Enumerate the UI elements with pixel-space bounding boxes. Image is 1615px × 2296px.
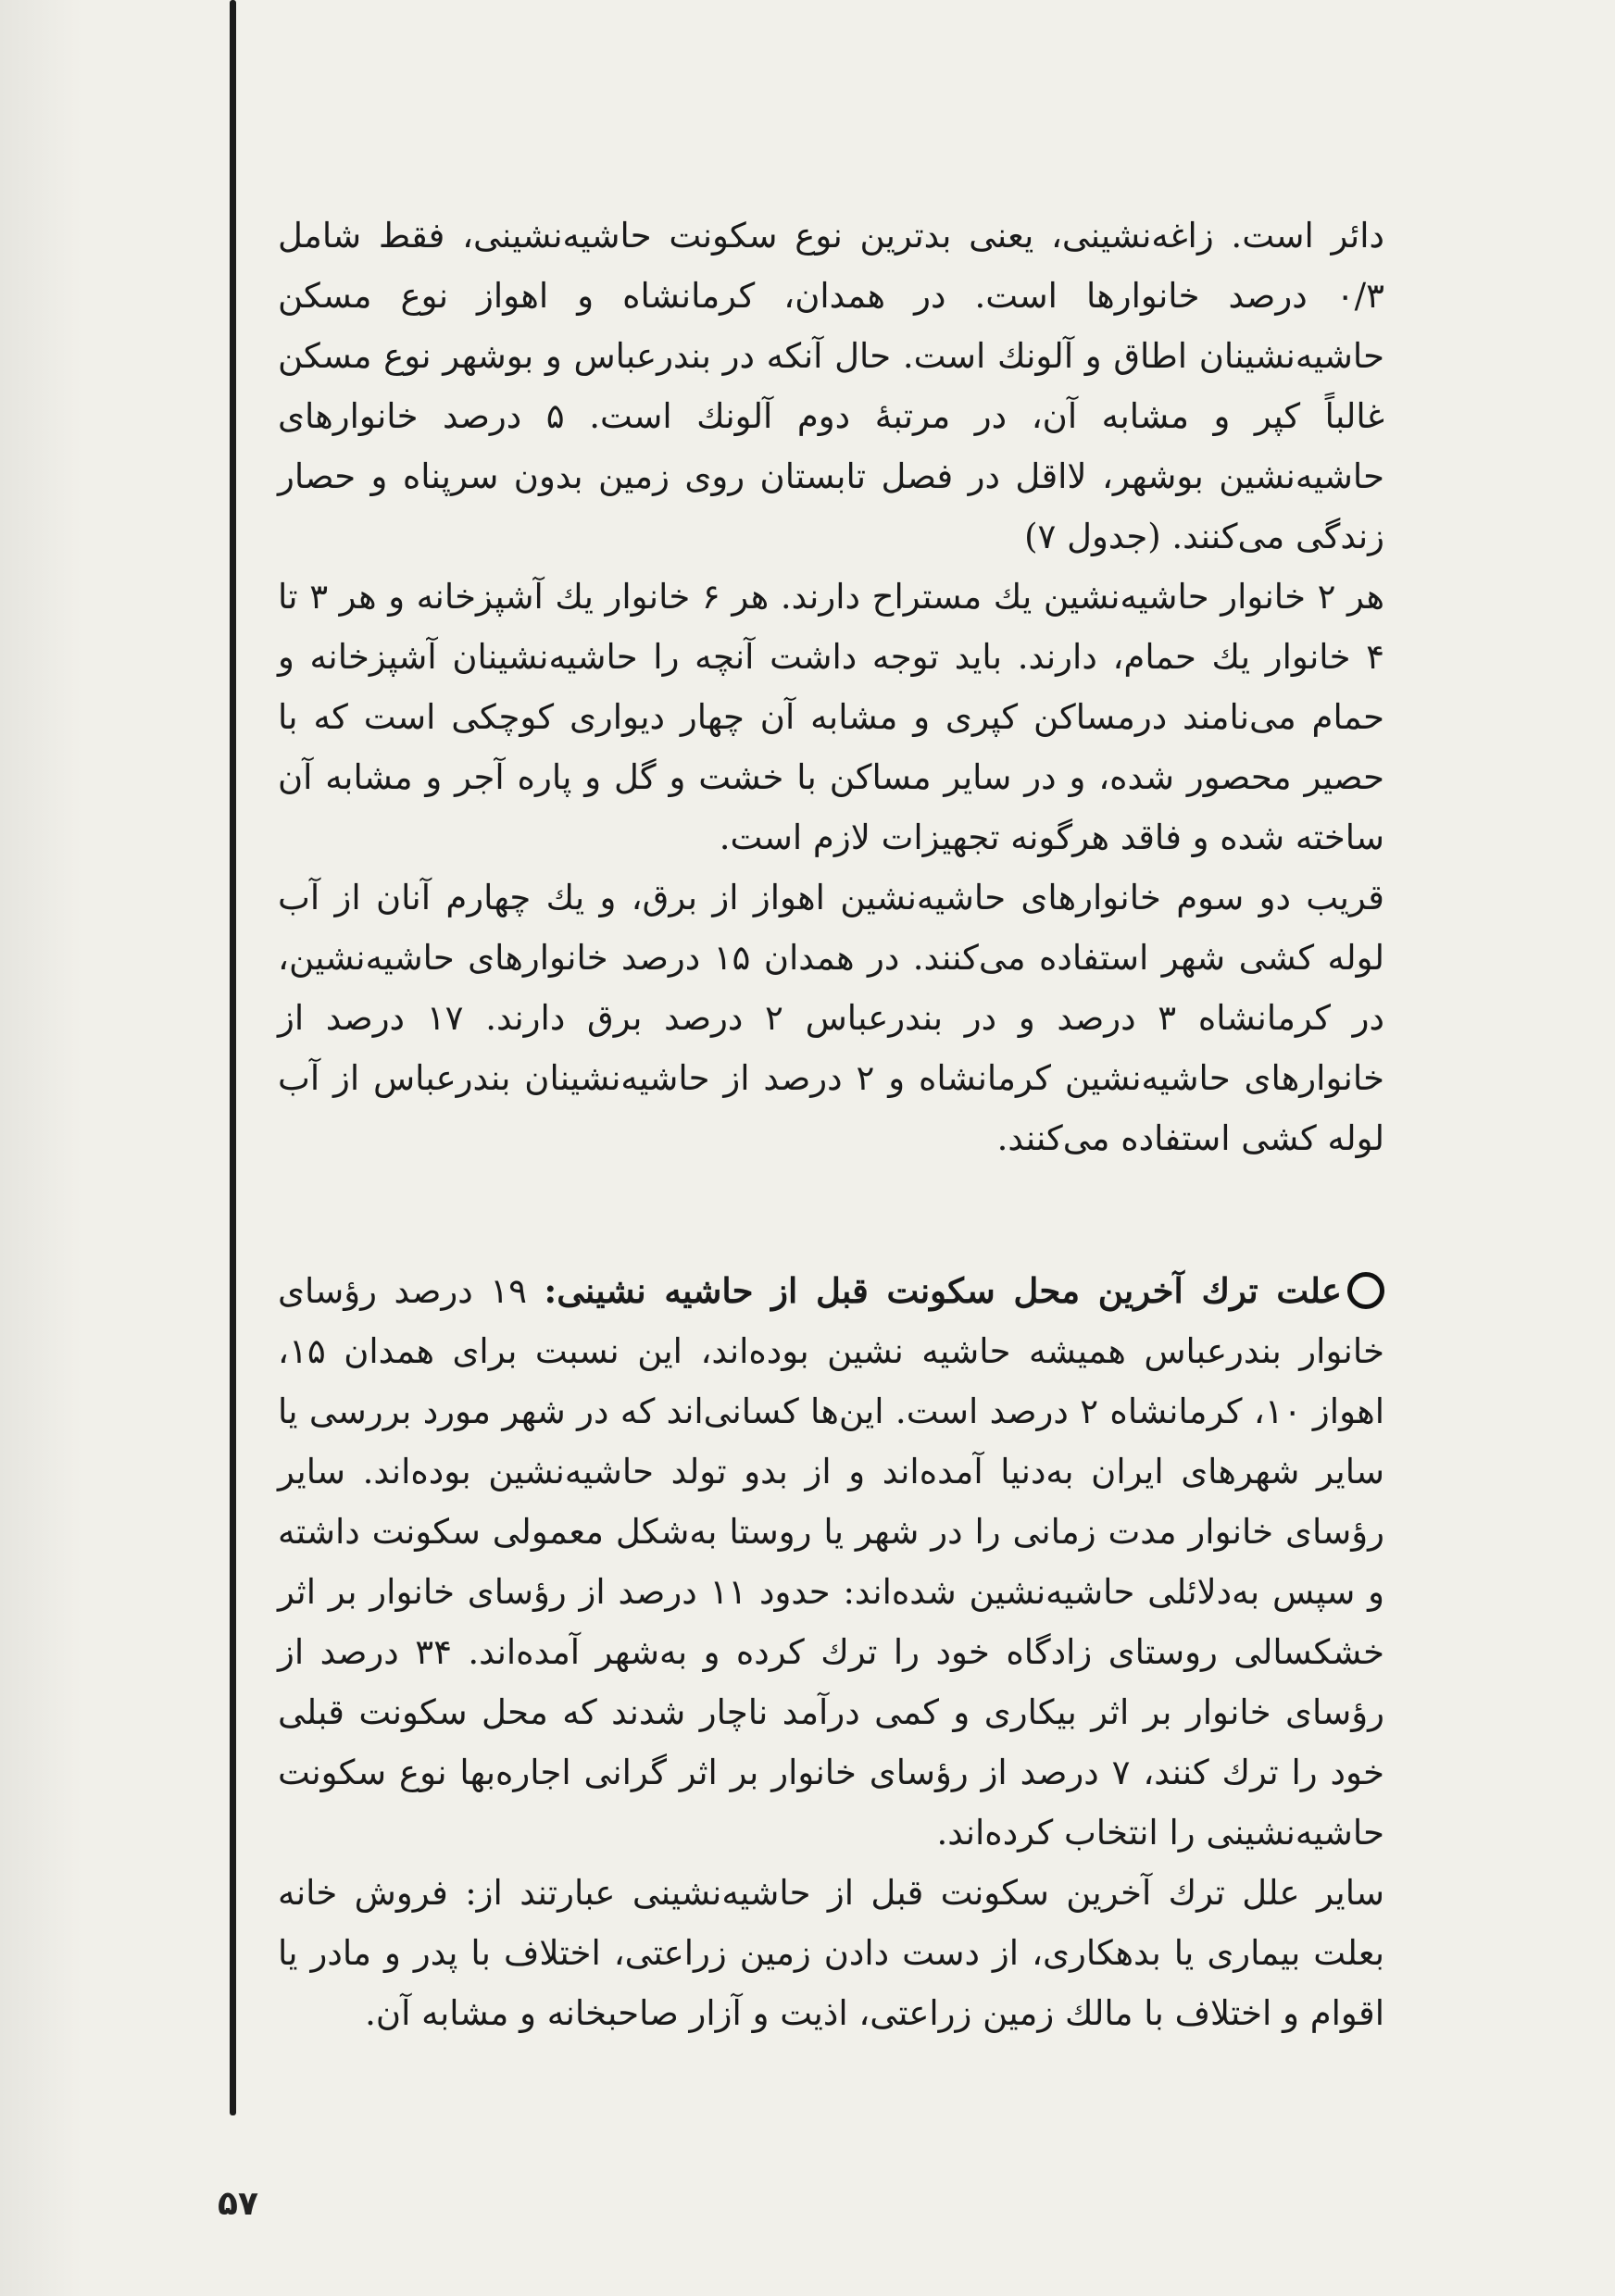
margin-rule xyxy=(230,0,236,2115)
text-block-upper xyxy=(278,206,1384,1168)
paragraph-reasons xyxy=(278,1261,1384,1863)
paragraph-reasons-body: ۱۹ درصد رؤسای خانوار بندرعباس همیشه حاشیه نشین بوده‌اند، این نسبت برای همدان ۱۵، اهواز ۱۰، کرمانشاه ۲ درصد است. این‌ها کسانی‌اند که در شهر مورد بررسی یا سایر شهرهای ایران به‌دنیا آمده‌اند و از بدو تولد حاشیه‌نشین بوده‌اند. سایر رؤسای خانوار مدت زمانی را در شهر یا روستا به‌شکل معمولی سکونت داشته و سپس به‌دلائلی حاشیه‌نشین شده‌اند: حدود ۱۱ درصد از رؤسای خانوار بر اثر خشکسالی روستای زادگاه خود را ترك کرده و به‌شهر آمده‌اند. ۳۴ درصد از رؤسای خانوار بر اثر بیکاری و کمی درآمد ناچار شدند که محل سکونت قبلی خود را ترك کنند، ۷ درصد از رؤسای خانوار بر اثر گرانی اجاره‌بها نوع سکونت حاشیه‌نشینی را انتخاب کرده‌اند. xyxy=(278,1271,1384,1853)
section-heading: علت ترك آخرین محل سکونت قبل از حاشیه نشینی: xyxy=(544,1270,1342,1311)
page-number: ۵۷ xyxy=(218,2185,258,2223)
paragraph-other-reasons: سایر علل ترك آخرین سکونت قبل از حاشیه‌نشینی عبارتند از: فروش خانه بعلت بیماری یا بدهکاری، از دست دادن زمین زراعتی، اختلاف با پدر و مادر یا اقوام و اختلاف با مالك زمین زراعتی، اذیت و آزار صاحبخانه و مشابه آن. xyxy=(278,1873,1384,2033)
paragraph-utilities: قریب دو سوم خانوارهای حاشیه‌نشین اهواز از برق، و یك چهارم آنان از آب لوله کشی شهر استفاده می‌کنند. در همدان ۱۵ درصد خانوارهای حاشیه‌نشین، در کرمانشاه ۳ درصد و در بندرعباس ۲ درصد برق دارند. ۱۷ درصد از خانوارهای حاشیه‌نشین کرمانشاه و ۲ درصد از حاشیه‌نشینان بندرعباس از آب لوله کشی استفاده می‌کنند. xyxy=(278,878,1385,1158)
paragraph-facilities: هر ۲ خانوار حاشیه‌نشین یك مستراح دارند. هر ۶ خانوار یك آشپزخانه و هر ۳ تا ۴ خانوار یك حمام، دارند. باید توجه داشت آنچه را حاشیه‌نشینان آشپزخانه و حمام می‌نامند درمساکن کپری و مشابه آن چهار دیواری کوچکی است که با حصیر محصور شده، و در سایر مساکن با خشت و گل و پاره آجر و مشابه آن ساخته شده و فاقد هرگونه تجهیزات لازم است. xyxy=(278,577,1384,857)
page-edge-shadow xyxy=(0,0,83,2296)
paragraph-housing-type: دائر است. زاغه‌نشینی، یعنی بدترین نوع سکونت حاشیه‌نشینی، فقط شامل ۰/۳ درصد خانوارها است. در همدان، کرمانشاه و اهواز نوع مسکن حاشیه‌نشینان اطاق و آلونك است. حال آنکه در بندرعباس و بوشهر نوع مسکن غالباً کپر و مشابه آن، در مرتبهٔ دوم آلونك است. ۵ درصد خانوارهای حاشیه‌نشین بوشهر، لااقل در فصل تابستان روی زمین بدون سرپناه و حصار زندگی می‌کنند. (جدول ۷) xyxy=(278,216,1385,556)
text-block-lower xyxy=(278,1261,1384,2043)
circle-bullet-icon xyxy=(1347,1272,1384,1309)
